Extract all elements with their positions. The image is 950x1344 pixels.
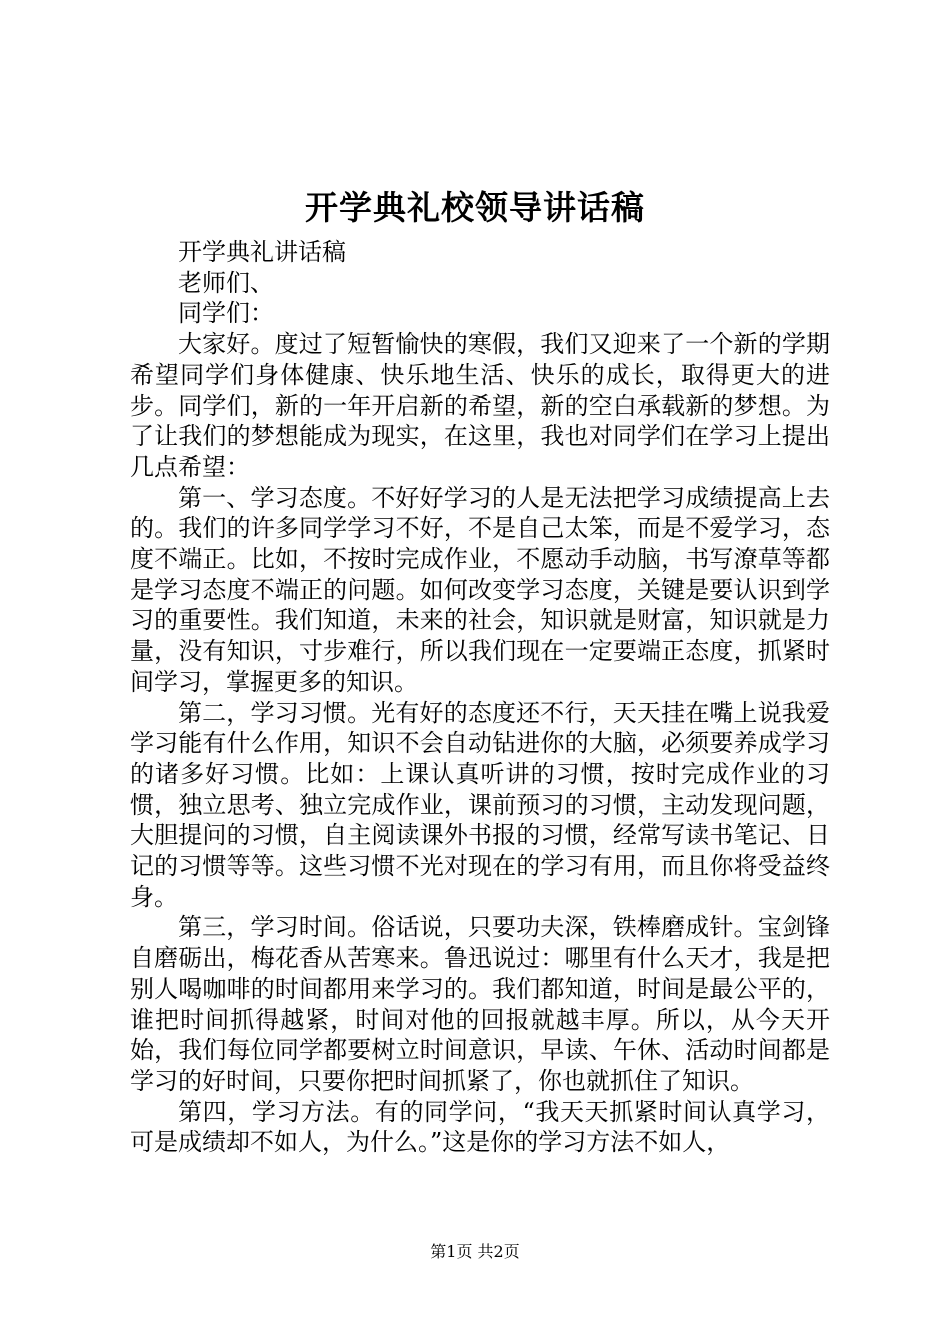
document-body: [130, 237, 830, 1158]
paragraph-point-habits: 第二，学习习惯。光有好的态度还不行，天天挂在嘴上说我爱学习能有什么作用，知识不会自动钻进你的大脑，必须要养成学习的诸多好习惯。比如：上课认真听讲的习惯，按时完成作业的习惯，独立思考、独立完成作业，课前预习的习惯，主动发现问题，大胆提问的习惯，自主阅读课外书报的习惯，经常写读书笔记、日记的习惯等等。这些习惯不光对现在的学习有用，而且你将受益终身。: [130, 698, 830, 911]
document-title: 开学典礼校领导讲话稿: [305, 188, 645, 227]
paragraph-greeting: 大家好。度过了短暂愉快的寒假，我们又迎来了一个新的学期希望同学们身体健康、快乐地生活、快乐的成长，取得更大的进步。同学们，新的一年开启新的希望，新的空白承载新的梦想。为了让我们的梦想能成为现实，在这里，我也对同学们在学习上提出几点希望：: [130, 330, 830, 481]
paragraph-point-method: 第四，学习方法。有的同学问，“我天天抓紧时间认真学习，可是成绩却不如人，为什么。”这是你的学习方法不如人，: [130, 1097, 830, 1157]
paragraph-heading: 开学典礼讲话稿: [178, 238, 346, 266]
page-number-footer: 第1页 共2页: [430, 1242, 520, 1261]
paragraph-point-time: 第三，学习时间。俗话说，只要功夫深，铁棒磨成针。宝剑锋自磨砺出，梅花香从苦寒来。鲁迅说过：哪里有什么天才，我是把别人喝咖啡的时间都用来学习的。我们都知道，时间是最公平的，谁把时间抓得越紧，时间对他的回报就越丰厚。所以，从今天开始，我们每位同学都要树立时间意识，早读、午休、活动时间都是学习的好时间，只要你把时间抓紧了，你也就抓住了知识。: [130, 913, 830, 1095]
paragraph-point-attitude: 第一、学习态度。不好好学习的人是无法把学习成绩提高上去的。我们的许多同学学习不好，不是自己太笨，而是不爱学习，态度不端正。比如，不按时完成作业，不愿动手动脑，书写潦草等都是学习态度不端正的问题。如何改变学习态度，关键是要认识到学习的重要性。我们知道，未来的社会，知识就是财富，知识就是力量，没有知识，寸步难行，所以我们现在一定要端正态度，抓紧时间学习，掌握更多的知识。: [130, 483, 830, 696]
paragraph-salutation-students: 同学们：: [178, 299, 274, 328]
paragraph-salutation-teachers: 老师们、: [178, 268, 274, 297]
